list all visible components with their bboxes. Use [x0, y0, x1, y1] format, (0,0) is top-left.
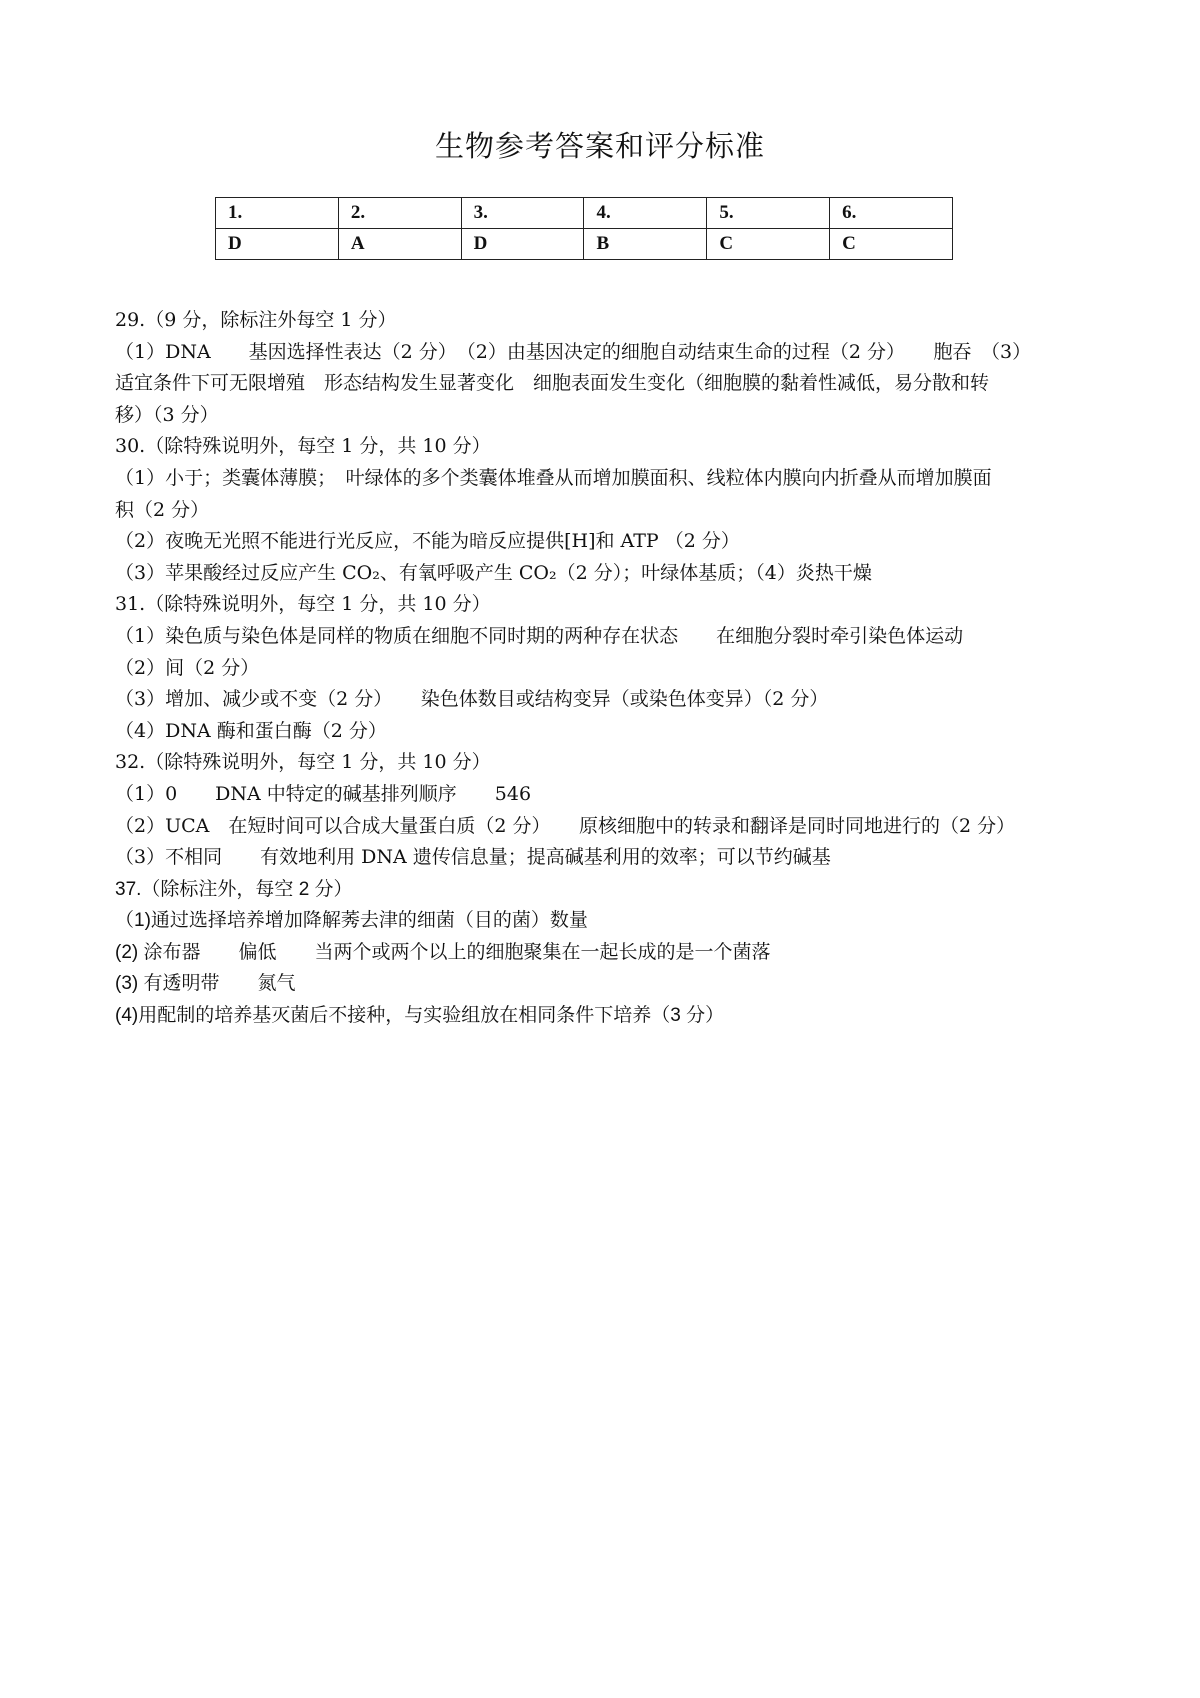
question-number-cell: 1.	[216, 198, 339, 229]
question-31-header: 31.（除特殊说明外，每空 1 分，共 10 分）	[115, 593, 491, 616]
answer-cell: D	[461, 229, 584, 260]
answer-text-body	[115, 305, 1095, 1032]
answer-line: （2）夜晚无光照不能进行光反应，不能为暗反应提供[H]和 ATP （2 分）	[115, 530, 740, 553]
answer-line: （3）增加、减少或不变（2 分） 染色体数目或结构变异（或染色体变异）（2 分）	[115, 688, 829, 711]
answer-cell: C	[830, 229, 953, 260]
answer-line: （1）0 DNA 中特定的碱基排列顺序 546	[115, 782, 532, 805]
answer-line: （1）小于；类囊体薄膜； 叶绿体的多个类囊体堆叠从而增加膜面积、线粒体内膜向内折叠从而增加膜面	[115, 466, 992, 489]
answer-cell: B	[584, 229, 707, 260]
answer-line: （2）间（2 分）	[115, 656, 260, 679]
question-32-header: 32.（除特殊说明外，每空 1 分，共 10 分）	[115, 751, 491, 774]
question-number-cell: 2.	[338, 198, 461, 229]
answer-line: （4）DNA 酶和蛋白酶（2 分）	[115, 719, 387, 742]
answer-line: （1）染色质与染色体是同样的物质在细胞不同时期的两种存在状态 在细胞分裂时牵引染色体运动	[115, 624, 964, 647]
answer-line: （3）不相同 有效地利用 DNA 遗传信息量；提高碱基利用的效率；可以节约碱基	[115, 846, 831, 869]
answer-cell: A	[338, 229, 461, 260]
answer-line: （3）苹果酸经过反应产生 CO₂、有氧呼吸产生 CO₂（2 分）；叶绿体基质；（4）炎热干燥	[115, 561, 872, 584]
question-number-cell: 5.	[707, 198, 830, 229]
question-30-header: 30.（除特殊说明外，每空 1 分，共 10 分）	[115, 435, 491, 458]
answer-table-number-row	[216, 198, 953, 229]
question-number-cell: 3.	[461, 198, 584, 229]
answer-line: (2) 涂布器 偏低 当两个或两个以上的细胞聚集在一起长成的是一个菌落	[115, 941, 771, 963]
answer-table-answer-row	[216, 229, 953, 260]
question-37-header: 37.（除标注外，每空 2 分）	[115, 878, 353, 900]
question-number-cell: 6.	[830, 198, 953, 229]
answer-cell: D	[216, 229, 339, 260]
answer-line: (4)用配制的培养基灭菌后不接种，与实验组放在相同条件下培养（3 分）	[115, 1005, 725, 1027]
answer-table	[215, 197, 953, 260]
answer-line: （1)通过选择培养增加降解莠去津的细菌（目的菌）数量	[115, 910, 588, 932]
answer-line: 积（2 分）	[115, 498, 210, 521]
answer-line: 适宜条件下可无限增殖 形态结构发生显著变化 细胞表面发生变化（细胞膜的黏着性减低，易分散和转	[115, 372, 990, 395]
answer-line: （2）UCA 在短时间可以合成大量蛋白质（2 分） 原核细胞中的转录和翻译是同时同地进行的（2 分）	[115, 814, 1016, 837]
question-number-cell: 4.	[584, 198, 707, 229]
page-title: 生物参考答案和评分标准	[434, 129, 765, 163]
answer-line: (3) 有透明带 氮气	[115, 973, 296, 995]
answer-line: （1）DNA 基因选择性表达（2 分） （2）由基因决定的细胞自动结束生命的过程（2 分） 胞吞 （3）	[115, 340, 1032, 363]
answer-cell: C	[707, 229, 830, 260]
question-29-header: 29.（9 分，除标注外每空 1 分）	[115, 309, 397, 331]
answer-line: 移）（3 分）	[115, 403, 219, 426]
